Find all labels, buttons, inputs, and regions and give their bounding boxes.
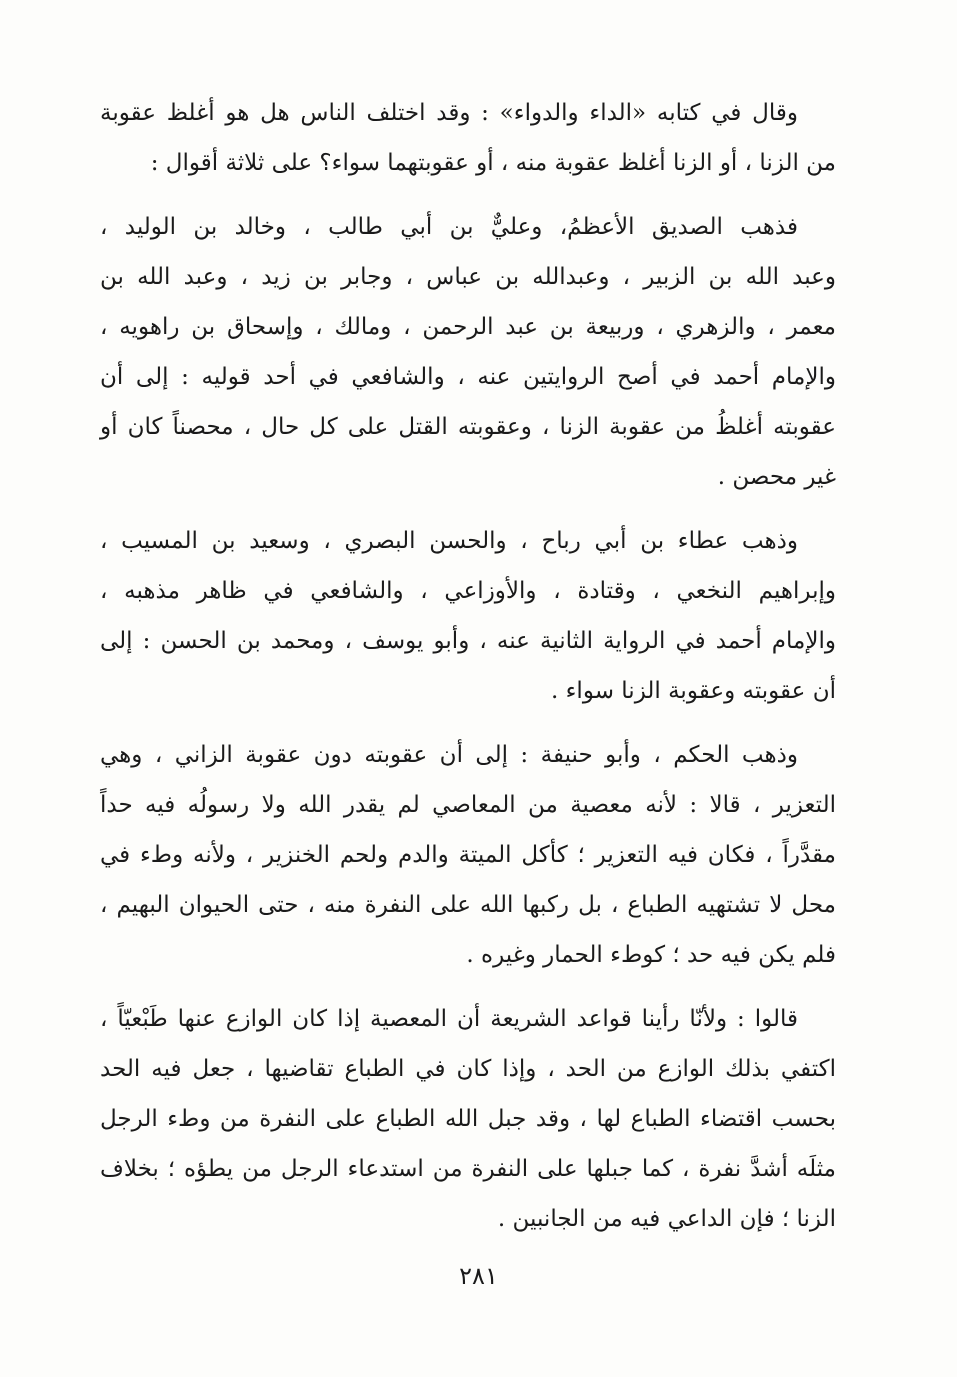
text-line: وذهب الحكم ، وأبو حنيفة : إلى أن عقوبته دون عقوبة الزاني ، وهي xyxy=(100,742,798,768)
text-line: محل لا تشتهيه الطباع ، بل ركبها الله على النفرة منه ، حتى الحيوان البهيم ، xyxy=(100,892,836,918)
text-line: معمر ، والزهري ، وربيعة بن عبد الرحمن ، ومالك ، وإسحاق بن راهويه ، xyxy=(100,314,836,340)
text-line: أن عقوبته وعقوبة الزنا سواء . xyxy=(551,678,836,704)
text-line: من الزنا ، أو الزنا أغلظ عقوبة منه ، أو عقوبتهما سواء؟ على ثلاثة أقوال : xyxy=(150,150,836,176)
text-line: والإمام أحمد في الرواية الثانية عنه ، وأبو يوسف ، ومحمد بن الحسن : إلى xyxy=(100,628,836,654)
text-line: مثلَه أشدَّ نفرة ، كما جبلها على النفرة من استدعاء الرجل من يطؤه ؛ بخلاف xyxy=(100,1156,836,1182)
paragraph-2 xyxy=(100,202,836,502)
text-line: وذهب عطاء بن أبي رباح ، والحسن البصري ، وسعيد بن المسيب ، xyxy=(100,528,798,554)
text-line: والإمام أحمد في أصح الروايتين عنه ، والشافعي في أحد قوليه : إلى أن xyxy=(100,364,836,390)
paragraph-5 xyxy=(100,994,836,1244)
text-line: غير محصن . xyxy=(717,464,836,490)
paragraph-4 xyxy=(100,730,836,980)
text-line: عقوبته أغلظُ من عقوبة الزنا ، وعقوبته القتل على كل حال ، محصناً كان أو xyxy=(100,414,836,440)
paragraph-1 xyxy=(100,88,836,188)
text-line: الزنا ؛ فإن الداعي فيه من الجانبين . xyxy=(497,1206,836,1232)
text-body xyxy=(100,88,836,1258)
text-line: قالوا : ولأنّا رأينا قواعد الشريعة أن المعصية إذا كان الوازع عنها طَبْعيّاً ، xyxy=(100,1006,798,1032)
text-line: التعزير ، قالا : لأنه معصية من المعاصي لم يقدر الله ولا رسولُه فيه حداً xyxy=(100,792,836,818)
page-number: ٢٨١ xyxy=(459,1262,498,1290)
text-line: وعبد الله بن الزبير ، وعبدالله بن عباس ، وجابر بن زيد ، وعبد الله بن xyxy=(100,264,836,290)
text-line: وإبراهيم النخعي ، وقتادة ، والأوزاعي ، والشافعي في ظاهر مذهبه ، xyxy=(100,578,836,604)
text-line: فذهب الصديق الأعظمُ، وعليٌّ بن أبي طالب ، وخالد بن الوليد ، xyxy=(100,214,798,240)
text-line: فلم يكن فيه حد ؛ كوطء الحمار وغيره . xyxy=(466,942,836,968)
text-line: مقدَّراً ، فكان فيه التعزير ؛ كأكل الميتة والدم ولحم الخنزير ، ولأنه وطء في xyxy=(100,842,836,868)
paragraph-3 xyxy=(100,516,836,716)
text-line: بحسب اقتضاء الطباع لها ، وقد جبل الله الطباع على النفرة من وطء الرجل xyxy=(100,1106,836,1132)
text-line: وقال في كتابه «الداء والدواء» : وقد اختلف الناس هل هو أغلظ عقوبة xyxy=(100,100,798,126)
text-line: اكتفي بذلك الوازع من الحد ، وإذا كان في الطباع تقاضيها ، جعل فيه الحد xyxy=(100,1056,836,1082)
